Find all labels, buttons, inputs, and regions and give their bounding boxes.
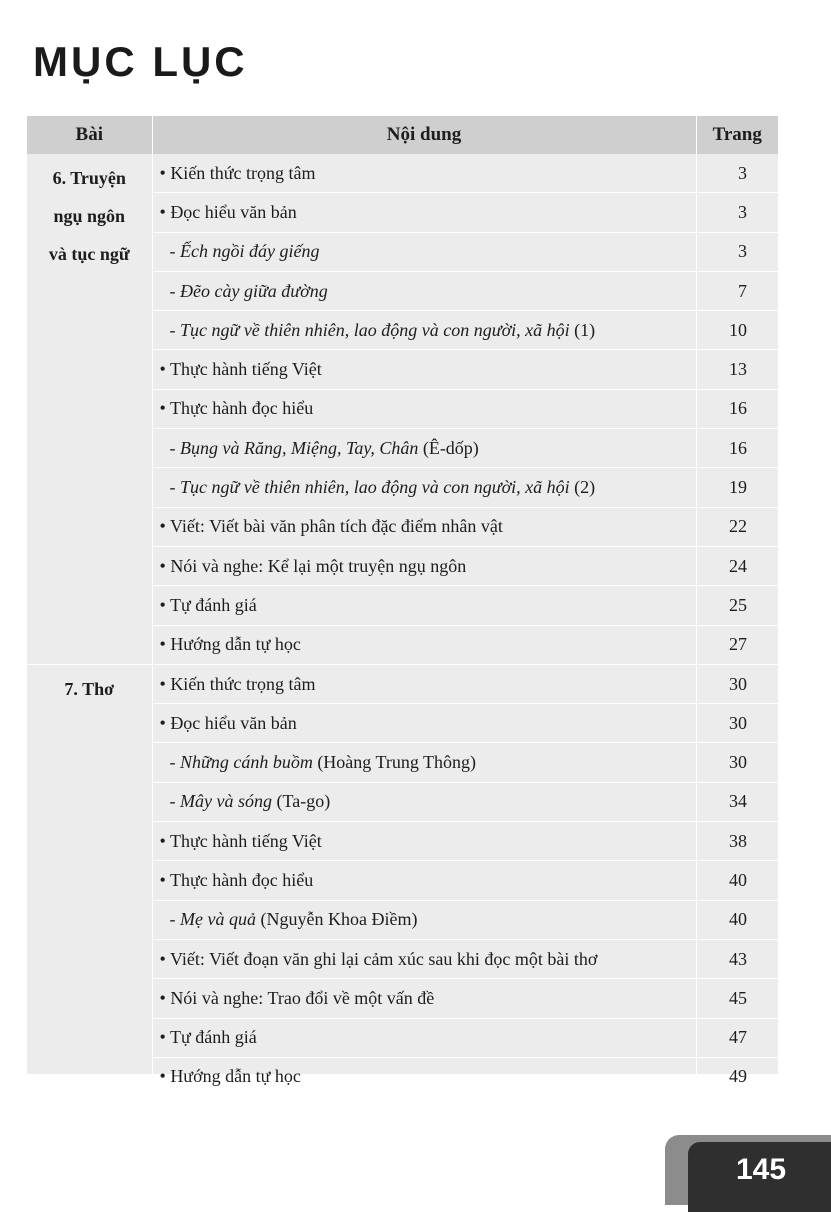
item-marker: •: [159, 869, 170, 890]
item-marker: -: [169, 791, 180, 812]
page-ref: 22: [696, 507, 778, 546]
page-ref: 3: [696, 232, 778, 271]
toc-table: [27, 116, 778, 1097]
item-text: Kiến thức trọng tâm: [170, 673, 316, 694]
lesson-name: [27, 664, 152, 1096]
page-ref: 3: [696, 154, 778, 193]
lesson-name-line: 6. Truyện: [52, 168, 126, 188]
item-text: Đọc hiểu văn bản: [170, 712, 297, 733]
page-ref: 10: [696, 311, 778, 350]
toc-subitem: [152, 743, 696, 782]
work-title: Đẽo cày giữa đường: [180, 280, 328, 301]
item-text: Viết: Viết đoạn văn ghi lại cảm xúc sau khi đọc một bài thơ: [169, 948, 598, 969]
page-ref: 24: [696, 546, 778, 585]
item-text: Thực hành tiếng Việt: [169, 830, 322, 851]
toc-subitem: [152, 782, 696, 821]
header-noi-dung: Nội dung: [152, 116, 696, 154]
item-marker: -: [169, 319, 180, 340]
toc-item: [152, 979, 696, 1018]
item-text: Viết: Viết bài văn phân tích đặc điểm nhân vật: [169, 516, 503, 537]
toc-item: [152, 625, 696, 664]
page-ref: 27: [696, 625, 778, 664]
toc-item: [152, 664, 696, 703]
toc-item: [152, 1018, 696, 1057]
toc-row: [27, 154, 778, 193]
item-text: Kiến thức trọng tâm: [170, 162, 316, 183]
item-marker: •: [159, 1027, 170, 1048]
page-ref: 30: [696, 704, 778, 743]
page-number: 145: [736, 1153, 787, 1186]
item-marker: -: [169, 477, 180, 498]
item-marker: •: [159, 1066, 171, 1087]
item-text: (Hoàng Trung Thông): [312, 752, 476, 773]
header-bai: Bài: [27, 116, 152, 154]
page-title: MỤC LỤC: [33, 38, 248, 85]
page-ref: 13: [696, 350, 778, 389]
toc-subitem: [152, 311, 696, 350]
page-ref: 43: [696, 939, 778, 978]
work-title: Ếch ngồi đáy giếng: [180, 241, 320, 262]
item-text: Thực hành tiếng Việt: [169, 359, 322, 380]
item-marker: •: [159, 162, 171, 183]
page-ref: 16: [696, 429, 778, 468]
item-text: (Nguyễn Khoa Điềm): [255, 909, 418, 930]
page-ref: 3: [696, 193, 778, 232]
toc-subitem: [152, 900, 696, 939]
work-title: Mây và sóng: [180, 791, 272, 812]
page-ref: 40: [696, 861, 778, 900]
lesson-name: [27, 154, 152, 664]
toc-item: [152, 822, 696, 861]
item-text: Tự đánh giá: [169, 594, 257, 615]
page-ref: 34: [696, 782, 778, 821]
toc-item: [152, 350, 696, 389]
item-marker: -: [169, 280, 180, 301]
item-text: Nói và nghe: Kể lại một truyện ngụ ngôn: [170, 555, 467, 576]
item-text: (1): [569, 319, 596, 340]
page-ref: 25: [696, 586, 778, 625]
table-of-contents: [27, 116, 778, 1087]
item-marker: •: [159, 830, 170, 851]
page-ref: 7: [696, 271, 778, 310]
page-ref: 30: [696, 743, 778, 782]
item-marker: -: [169, 437, 180, 458]
item-text: Hướng dẫn tự học: [170, 1066, 301, 1087]
toc-body: [27, 154, 778, 1097]
item-text: Nói và nghe: Trao đổi về một vấn đề: [170, 987, 435, 1008]
item-marker: •: [159, 516, 170, 537]
item-marker: •: [159, 359, 170, 380]
toc-subitem: [152, 468, 696, 507]
toc-subitem: [152, 271, 696, 310]
item-text: Thực hành đọc hiểu: [169, 869, 314, 890]
work-title: Tục ngữ về thiên nhiên, lao động và con người, xã hội: [180, 477, 570, 498]
item-marker: •: [159, 555, 171, 576]
toc-item: [152, 861, 696, 900]
item-marker: •: [159, 634, 171, 655]
item-text: Tự đánh giá: [169, 1027, 257, 1048]
toc-item: [152, 389, 696, 428]
item-text: Thực hành đọc hiểu: [169, 398, 314, 419]
item-marker: •: [159, 712, 171, 733]
lesson-name-line: ngụ ngôn: [53, 206, 126, 226]
item-marker: •: [159, 398, 170, 419]
toc-item: [152, 546, 696, 585]
item-marker: •: [159, 594, 170, 615]
item-marker: -: [169, 752, 180, 773]
item-marker: -: [169, 241, 180, 262]
page-ref: 38: [696, 822, 778, 861]
toc-subitem: [152, 429, 696, 468]
item-text: Hướng dẫn tự học: [170, 634, 301, 655]
page-ref: 47: [696, 1018, 778, 1057]
toc-item: [152, 193, 696, 232]
page-ref: 19: [696, 468, 778, 507]
toc-item: [152, 507, 696, 546]
item-text: (Ta-go): [271, 791, 331, 812]
toc-subitem: [152, 232, 696, 271]
lesson-name-line: và tục ngữ: [48, 244, 130, 264]
work-title: Những cánh buồm: [180, 752, 313, 773]
toc-item: [152, 939, 696, 978]
toc-row: [27, 664, 778, 703]
page-ref: 45: [696, 979, 778, 1018]
page-ref: 40: [696, 900, 778, 939]
toc-item: [152, 704, 696, 743]
page-ref: 30: [696, 664, 778, 703]
work-title: Bụng và Răng, Miệng, Tay, Chân: [180, 437, 419, 458]
page-ref: 49: [696, 1057, 778, 1096]
toc-header-row: [27, 116, 778, 154]
item-text: Đọc hiểu văn bản: [170, 201, 297, 222]
item-marker: -: [169, 909, 180, 930]
item-marker: •: [159, 987, 171, 1008]
toc-item: [152, 586, 696, 625]
item-marker: •: [159, 948, 170, 969]
lesson-name-line: 7. Thơ: [64, 678, 115, 699]
item-text: (Ê-dốp): [418, 437, 479, 458]
item-text: (2): [569, 477, 596, 498]
toc-item: [152, 154, 696, 193]
page-ref: 16: [696, 389, 778, 428]
header-trang: Trang: [696, 116, 778, 154]
work-title: Mẹ và quả: [180, 909, 256, 930]
item-marker: •: [159, 673, 171, 694]
work-title: Tục ngữ về thiên nhiên, lao động và con người, xã hội: [180, 319, 570, 340]
item-marker: •: [159, 201, 171, 222]
toc-item: [152, 1057, 696, 1096]
